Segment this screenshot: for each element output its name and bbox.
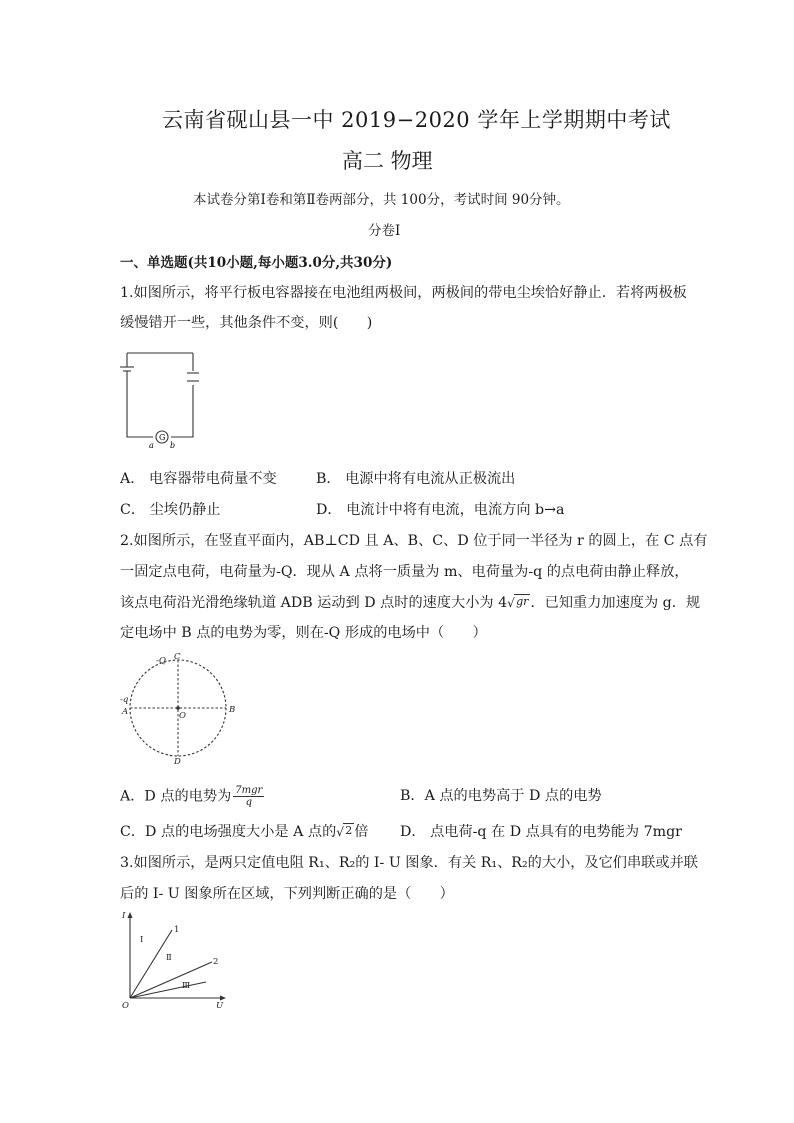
point-B-label: B — [229, 705, 236, 715]
q1-option-b: B． 电源中将有电流从正极流出 — [316, 471, 516, 487]
q2-stem-line4: 定电场中 B 点的电势为零，则在-Q 形成的电场中（ ） — [120, 625, 487, 641]
line-2-label: 2 — [213, 957, 219, 967]
galvanometer-label: G — [159, 433, 166, 442]
point-b-label: b — [170, 441, 176, 450]
q1-option-d: D． 电流计中将有电流，电流方向 b→a — [316, 502, 565, 518]
q2-stem-line2: 一固定点电荷，电荷量为-Q．现从 A 点将一质量为 m、电荷量为-q 的点电荷由静止释放， — [120, 564, 689, 580]
sqrt-2: √ 2 — [336, 824, 353, 839]
q3-stem-line2: 后的 I‑ U 图象所在区域，下列判断正确的是（ ） — [120, 886, 454, 902]
q1-stem-line2: 缓慢错开一些，其他条件不变，则( ) — [120, 315, 373, 331]
point-D-label: D — [174, 757, 181, 764]
axis-U-label: U — [216, 1001, 224, 1010]
q2-option-c-text: C．D 点的电场强度大小是 A 点的 — [120, 824, 337, 840]
fraction-7mgr-over-q: 7mgr q — [235, 785, 263, 808]
q1-option-a: A． 电容器带电荷量不变 — [120, 471, 277, 487]
exam-title: 云南省砚山县一中 2019−2020 学年上学期期中考试 — [162, 108, 671, 132]
volume-label: 分卷Ⅰ — [368, 223, 401, 239]
q1-stem-line1: 1.如图所示，将平行板电容器接在电池组两极间，两极间的带电尘埃恰好静止．若将两极板 — [120, 285, 687, 301]
point-C-label: C — [174, 652, 181, 662]
q2-stem-line3 — [120, 592, 700, 612]
q2-line3-end: ．已知重力加速度为 g．规 — [530, 595, 701, 611]
q2-circle-figure — [118, 652, 240, 764]
q2-option-c-tail: 倍 — [354, 824, 369, 840]
section-heading: 一、单选题(共10小题,每小题3.0分,共30分) — [120, 255, 393, 271]
axis-I-label: I — [122, 911, 126, 921]
q3-iu-graph-figure — [118, 908, 230, 1010]
q1-option-c: C． 尘埃仍静止 — [120, 502, 221, 518]
q2-stem-line1: 2.如图所示，在竖直平面内，AB⊥CD 且 A、B、C、D 位于同一半径为 r 的圆上，在 C 点有 — [120, 533, 708, 549]
point-O-label: O — [179, 711, 186, 721]
point-A-label: A — [122, 707, 129, 717]
exam-intro: 本试卷分第Ⅰ卷和第Ⅱ卷两部分，共 100分，考试时间 90分钟。 — [193, 192, 570, 208]
q2-option-a-text: A．D 点的电势为 — [120, 788, 232, 805]
q2-line3-start: 该点电荷沿光滑绝缘轨道 ADB 运动到 D 点时的速度大小为 4 — [120, 595, 508, 611]
region-I-label: Ⅰ — [140, 935, 144, 945]
q2-option-b: B．A 点的电势高于 D 点的电势 — [400, 788, 602, 804]
charge-neg-Q-label: -Q — [156, 656, 166, 666]
q1-circuit-figure — [115, 345, 215, 453]
point-a-label: a — [149, 441, 154, 450]
origin-O-label: O — [122, 1001, 129, 1010]
region-III-label: Ⅲ — [182, 981, 191, 991]
exam-subtitle: 高二 物理 — [342, 149, 433, 173]
charge-neg-q-label: -q — [120, 695, 129, 705]
q3-stem-line1: 3.如图所示，是两只定值电阻 R₁、R₂的 I‑ U 图象．有关 R₁、R₂的大小，及它们串联或并联 — [120, 855, 698, 871]
line-1-label: 1 — [174, 925, 180, 935]
region-II-label: Ⅱ — [166, 953, 172, 963]
q2-option-d: D． 点电荷-q 在 D 点具有的电势能为 7mgr — [400, 824, 682, 840]
sqrt-gr: √ gr — [507, 595, 529, 610]
q2-option-a — [120, 785, 264, 808]
q2-option-c — [120, 821, 368, 841]
